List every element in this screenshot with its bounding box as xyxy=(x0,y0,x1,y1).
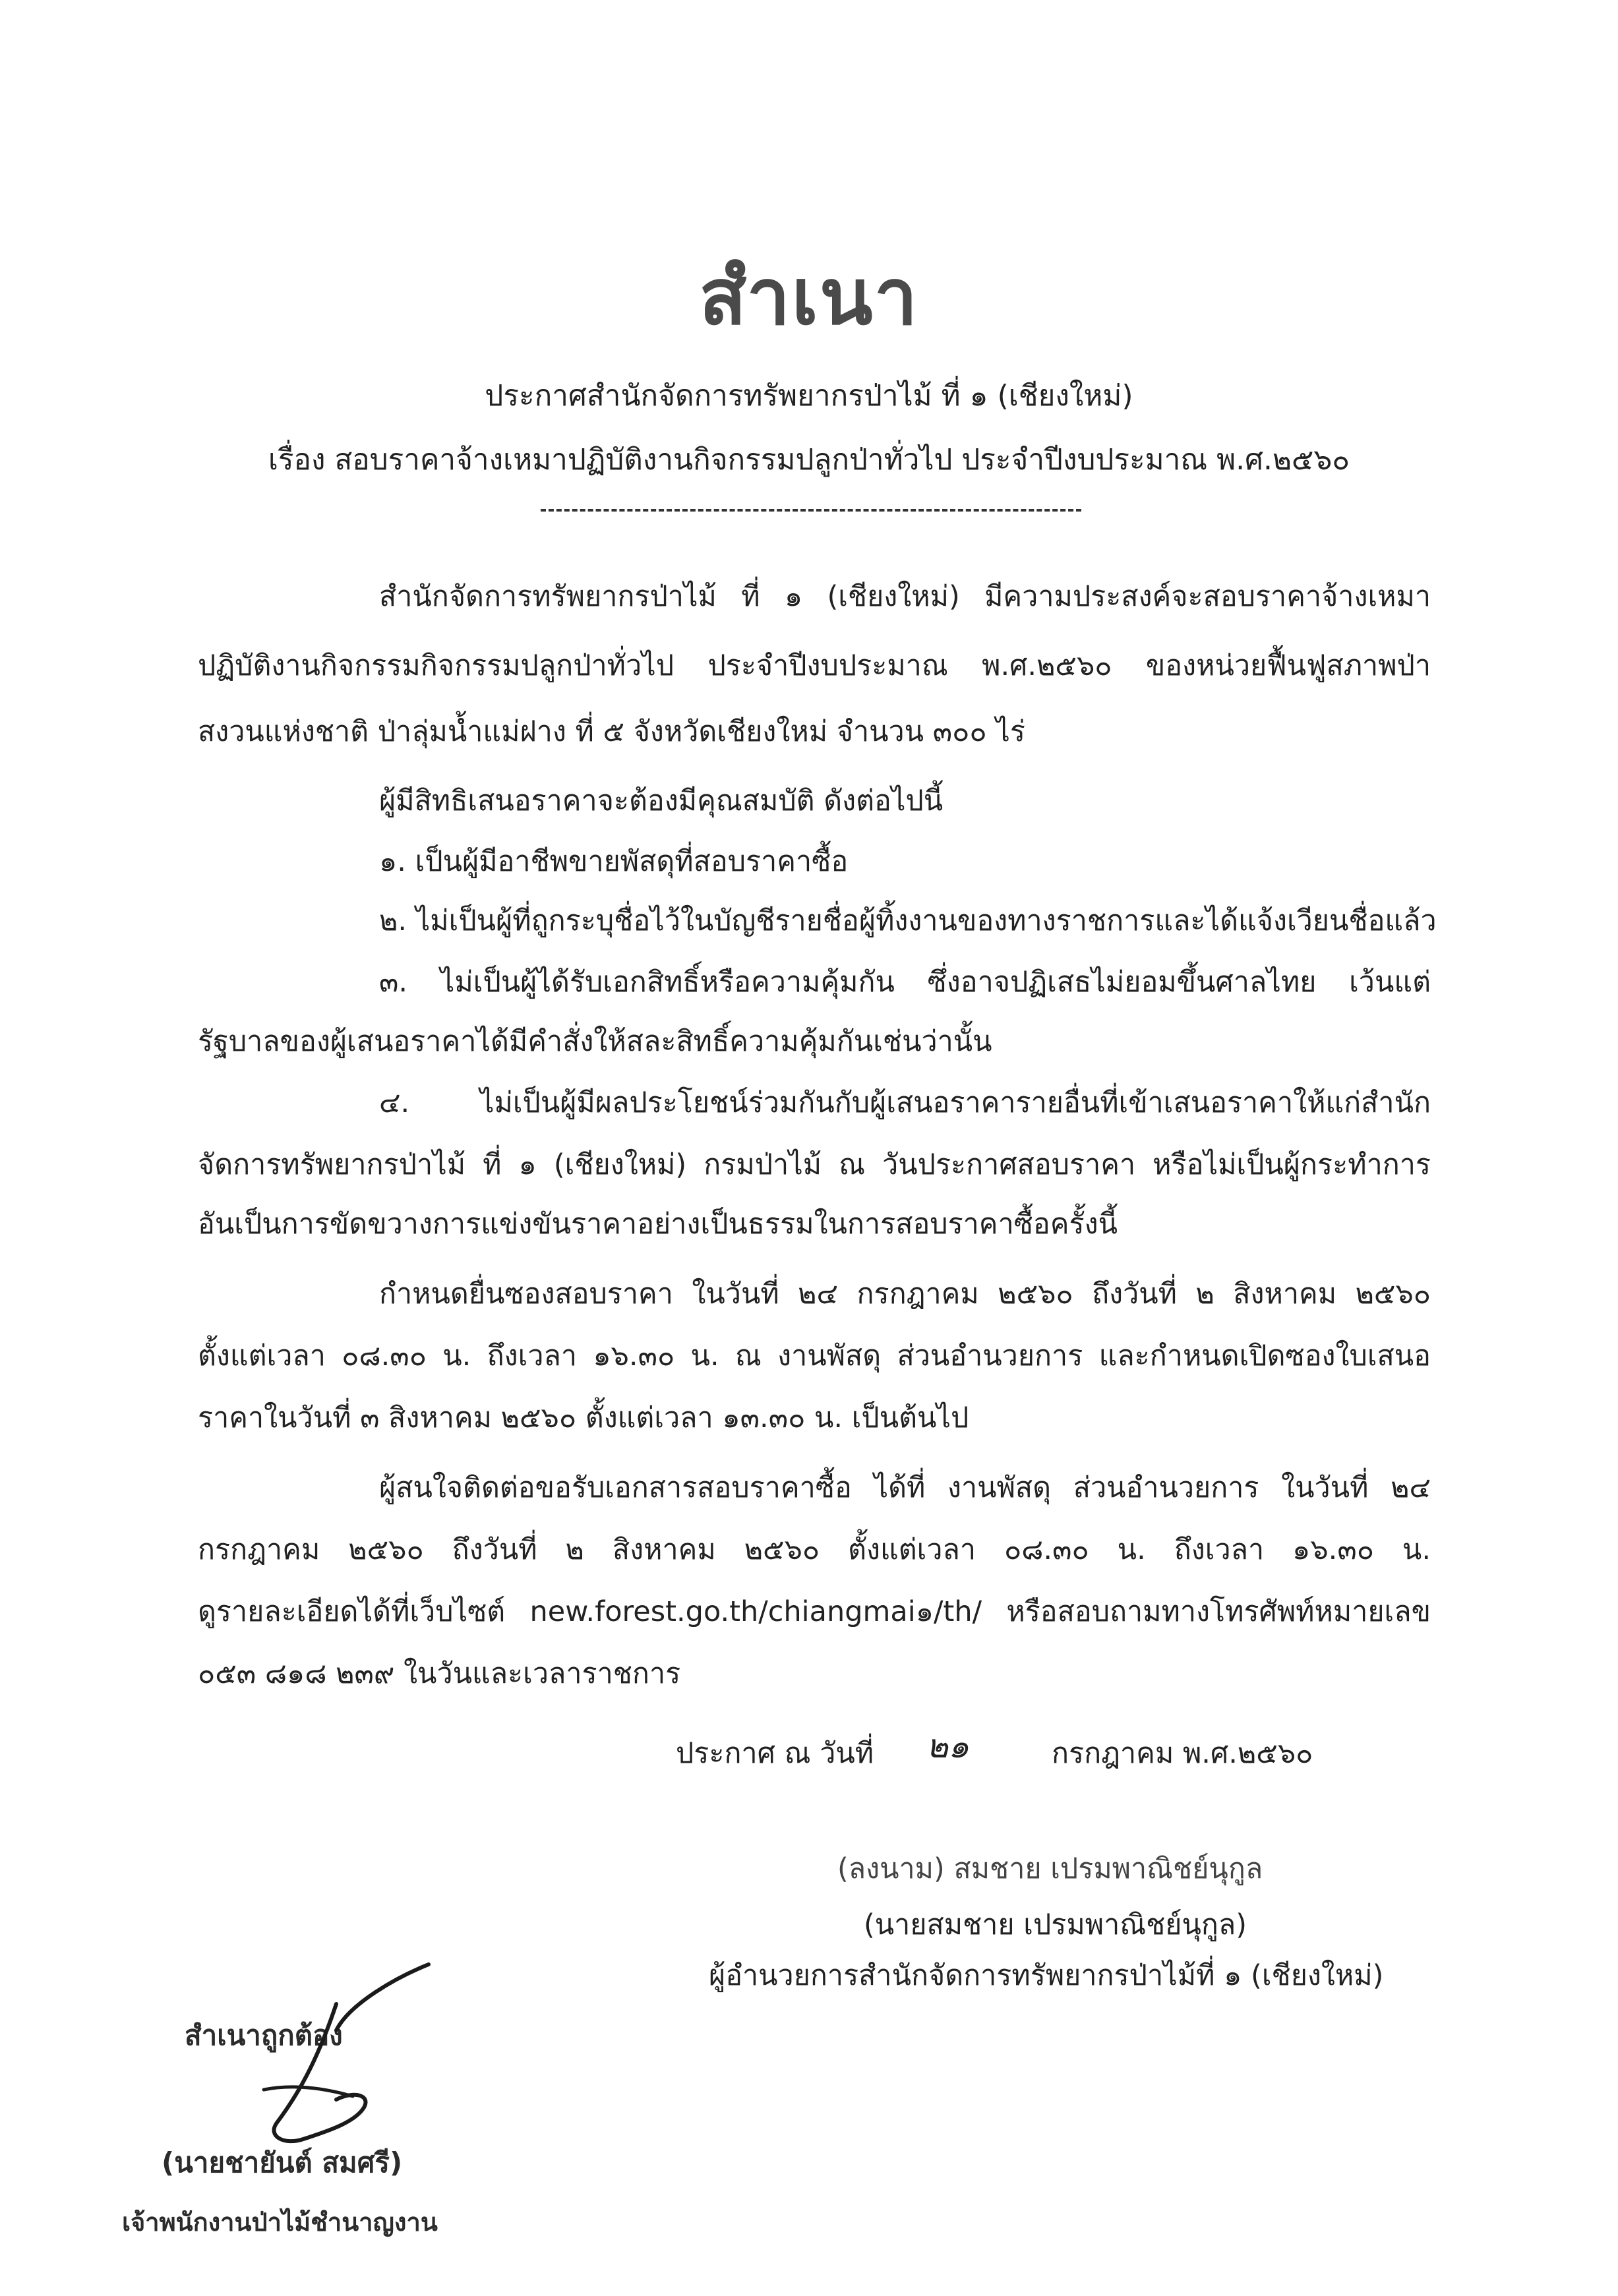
certified-copy-label: สำเนาถูกต้อง xyxy=(185,2019,343,2051)
paragraph-purpose-line-2: ปฏิบัติงานกิจกรรมกิจกรรมปลูกป่าทั่วไป ประจำปีงบประมาณ พ.ศ.๒๕๖๐ ของหน่วยฟื้นฟูสภาพป่า xyxy=(198,649,1431,682)
submission-line-3: ราคาในวันที่ ๓ สิงหาคม ๒๕๖๐ ตั้งแต่เวลา ๑๓.๓๐ น. เป็นต้นไป xyxy=(198,1401,969,1434)
qualification-4-line-3: อันเป็นการขัดขวางการแข่งขันราคาอย่างเป็นธรรมในการสอบราคาซื้อครั้งนี้ xyxy=(198,1208,1118,1241)
certifier-name: (นายชายันต์ สมศรี) xyxy=(162,2146,403,2179)
qualification-3-line-2: รัฐบาลของผู้เสนอราคาได้มีคำสั่งให้สละสิทธิ์ความคุ้มกันเช่นว่านั้น xyxy=(198,1025,992,1058)
qualification-2: ๒. ไม่เป็นผู้ที่ถูกระบุชื่อไว้ในบัญชีรายชื่อผู้ทิ้งงานของทางราชการและได้แจ้งเวียนชื่อแล้ว xyxy=(379,904,1437,937)
qualification-4-line-1: ๔. ไม่เป็นผู้มีผลประโยชน์ร่วมกันกับผู้เสนอราคารายอื่นที่เข้าเสนอราคาให้แก่สำนัก xyxy=(379,1086,1431,1119)
contact-line-1: ผู้สนใจติดต่อขอรับเอกสารสอบราคาซื้อ ได้ที่ งานพัสดุ ส่วนอำนวยการ ในวันที่ ๒๔ xyxy=(379,1471,1431,1504)
signed-by: (ลงนาม) สมชาย เปรมพาณิชย์นุกูล xyxy=(837,1852,1263,1885)
announce-date-month-year: กรกฎาคม พ.ศ.๒๕๖๐ xyxy=(1052,1737,1313,1770)
qualification-4-line-2: จัดการทรัพยากรป่าไม้ ที่ ๑ (เชียงใหม่) กรมป่าไม้ ณ วันประกาศสอบราคา หรือไม่เป็นผู้กระทำการ xyxy=(198,1148,1431,1181)
announcement-subject: เรื่อง สอบราคาจ้างเหมาปฏิบัติงานกิจกรรมปลูกป่าทั่วไป ประจำปีงบประมาณ พ.ศ.๒๕๖๐ xyxy=(268,443,1350,477)
submission-line-2: ตั้งแต่เวลา ๐๘.๓๐ น. ถึงเวลา ๑๖.๓๐ น. ณ งานพัสดุ ส่วนอำนวยการ และกำหนดเปิดซองใบเสนอ xyxy=(198,1339,1431,1372)
certifier-position: เจ้าพนักงานป่าไม้ชำนาญงาน xyxy=(122,2208,438,2237)
document-title: สำเนา xyxy=(699,251,919,342)
signatory-position: ผู้อำนวยการสำนักจัดการทรัพยากรป่าไม้ที่ ๑ (เชียงใหม่) xyxy=(709,1959,1384,1992)
qualification-3-line-1: ๓. ไม่เป็นผู้ได้รับเอกสิทธิ์หรือความคุ้มกัน ซึ่งอาจปฏิเสธไม่ยอมขึ้นศาลไทย เว้นแต่ xyxy=(379,966,1431,999)
contact-line-4: ๐๕๓ ๘๑๘ ๒๓๙ ในวันและเวลาราชการ xyxy=(198,1657,681,1690)
qualifications-intro: ผู้มีสิทธิเสนอราคาจะต้องมีคุณสมบัติ ดังต่อไปนี้ xyxy=(379,784,944,817)
qualification-1: ๑. เป็นผู้มีอาชีพขายพัสดุที่สอบราคาซื้อ xyxy=(379,845,849,878)
contact-line-2: กรกฎาคม ๒๕๖๐ ถึงวันที่ ๒ สิงหาคม ๒๕๖๐ ตั้งแต่เวลา ๐๘.๓๐ น. ถึงเวลา ๑๖.๓๐ น. xyxy=(198,1533,1431,1566)
contact-line-3: ดูรายละเอียดได้ที่เว็บไซต์ new.forest.go.th/chiangmai๑/th/ หรือสอบถามทางโทรศัพท์หมายเลข xyxy=(198,1595,1431,1628)
header-divider xyxy=(541,509,1081,512)
submission-line-1: กำหนดยื่นซองสอบราคา ในวันที่ ๒๔ กรกฎาคม ๒๕๖๐ ถึงวันที่ ๒ สิงหาคม ๒๕๖๐ xyxy=(379,1278,1431,1310)
announce-date-prefix: ประกาศ ณ วันที่ xyxy=(676,1737,874,1770)
announcement-header: ประกาศสำนักจัดการทรัพยากรป่าไม้ ที่ ๑ (เชียงใหม่) xyxy=(485,379,1133,413)
signatory-name: (นายสมชาย เปรมพาณิชย์นุกูล) xyxy=(864,1908,1247,1941)
announce-date-day: ๒๑ xyxy=(926,1727,969,1765)
paragraph-purpose-line-1: สำนักจัดการทรัพยากรป่าไม้ ที่ ๑ (เชียงใหม่) มีความประสงค์จะสอบราคาจ้างเหมา xyxy=(379,580,1431,613)
handwritten-signature xyxy=(237,1958,475,2169)
paragraph-purpose-line-3: สงวนแห่งชาติ ป่าลุ่มน้ำแม่ฝาง ที่ ๕ จังหวัดเชียงใหม่ จำนวน ๓๐๐ ไร่ xyxy=(198,715,1025,748)
